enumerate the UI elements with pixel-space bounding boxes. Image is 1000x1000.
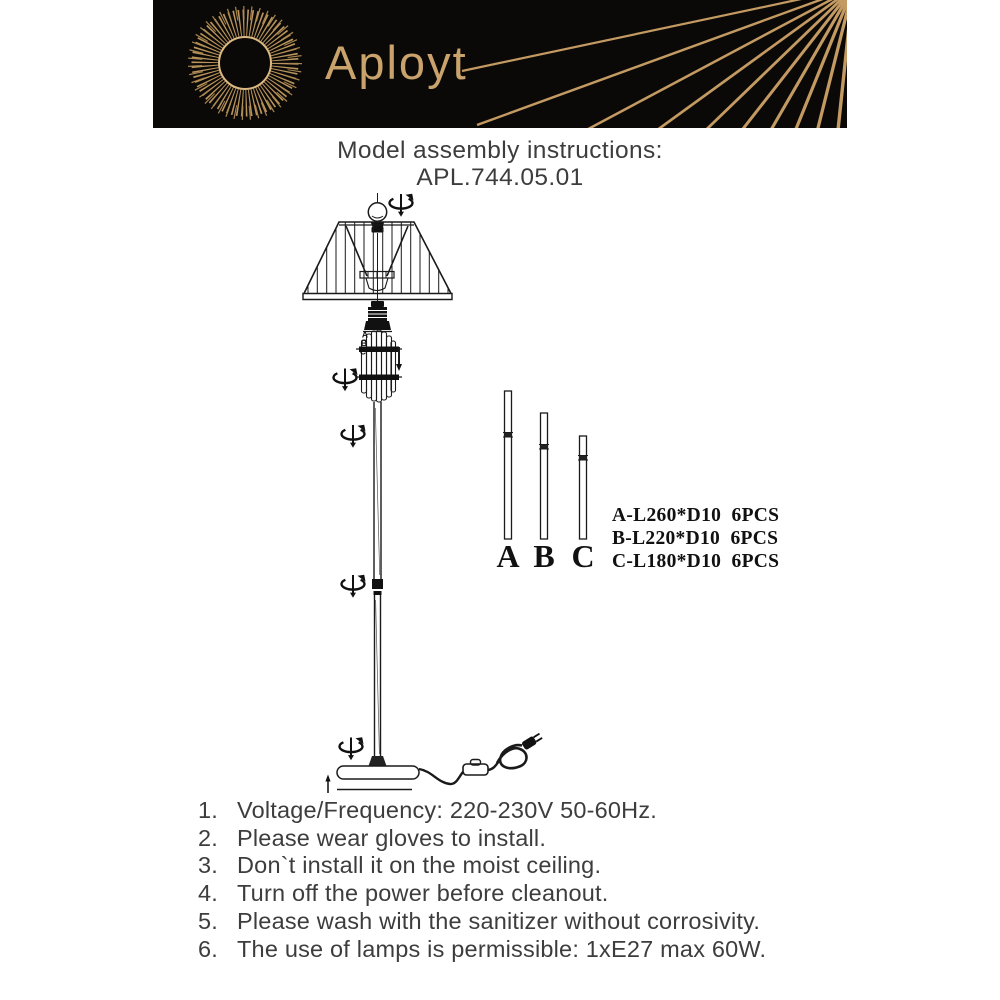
instruction-item bbox=[198, 825, 858, 853]
part-label-b: B bbox=[533, 538, 555, 574]
cluster-label-a: A bbox=[361, 329, 368, 340]
part-rod-a bbox=[503, 391, 513, 539]
part-label-a: A bbox=[496, 538, 520, 574]
power-plug bbox=[521, 732, 543, 750]
page-title: Model assembly instructions: bbox=[337, 137, 663, 164]
brand-logo-text: Aployt bbox=[325, 36, 468, 89]
instruction-number: 3. bbox=[198, 852, 218, 879]
instruction-number: 1. bbox=[198, 797, 218, 823]
instruction-text: Please wear gloves to install. bbox=[237, 824, 547, 851]
instruction-number: 4. bbox=[198, 880, 218, 907]
lamp-socket bbox=[363, 301, 392, 332]
instruction-text: Please wash with the sanitizer without corrosivity. bbox=[237, 907, 761, 934]
cluster-label-c: C bbox=[359, 346, 366, 357]
rotate-arrow-icon bbox=[342, 425, 366, 448]
part-spec-a: A-L260*D10 6PCS bbox=[612, 505, 780, 526]
rotate-arrow-icon bbox=[342, 575, 366, 598]
rotate-arrow-icon bbox=[390, 194, 414, 217]
power-cord bbox=[419, 732, 543, 784]
instruction-item bbox=[198, 797, 858, 825]
instruction-list bbox=[198, 797, 858, 963]
part-spec-b: B-L220*D10 6PCS bbox=[612, 528, 779, 549]
instruction-text: Turn off the power before cleanout. bbox=[237, 880, 609, 907]
rotate-arrow-icon bbox=[340, 737, 364, 760]
part-spec-c: C-L180*D10 6PCS bbox=[612, 551, 780, 572]
instruction-text: Don`t install it on the moist ceiling. bbox=[237, 852, 602, 879]
instruction-item bbox=[198, 880, 858, 908]
part-rod-b bbox=[539, 413, 549, 539]
instruction-item bbox=[198, 936, 858, 964]
instruction-number: 2. bbox=[198, 824, 218, 851]
up-arrow-icon bbox=[325, 775, 330, 794]
instruction-item bbox=[198, 908, 858, 936]
bulb-finial bbox=[368, 203, 386, 233]
crystal-rod-cluster bbox=[356, 330, 402, 403]
instruction-item bbox=[198, 852, 858, 880]
instruction-number: 6. bbox=[198, 935, 218, 962]
lamp-pole bbox=[369, 402, 387, 766]
instruction-text: The use of lamps is permissible: 1xE27 max 60W. bbox=[237, 935, 767, 962]
model-number: APL.744.05.01 bbox=[416, 164, 584, 191]
part-rod-c bbox=[578, 436, 588, 539]
rotate-arrow-icon bbox=[334, 368, 358, 391]
part-label-c: C bbox=[571, 538, 595, 574]
instruction-number: 5. bbox=[198, 907, 218, 934]
instruction-text: Voltage/Frequency: 220-230V 50-60Hz. bbox=[237, 797, 658, 823]
lamp-base bbox=[337, 766, 419, 790]
cluster-label-b: B bbox=[360, 338, 367, 348]
